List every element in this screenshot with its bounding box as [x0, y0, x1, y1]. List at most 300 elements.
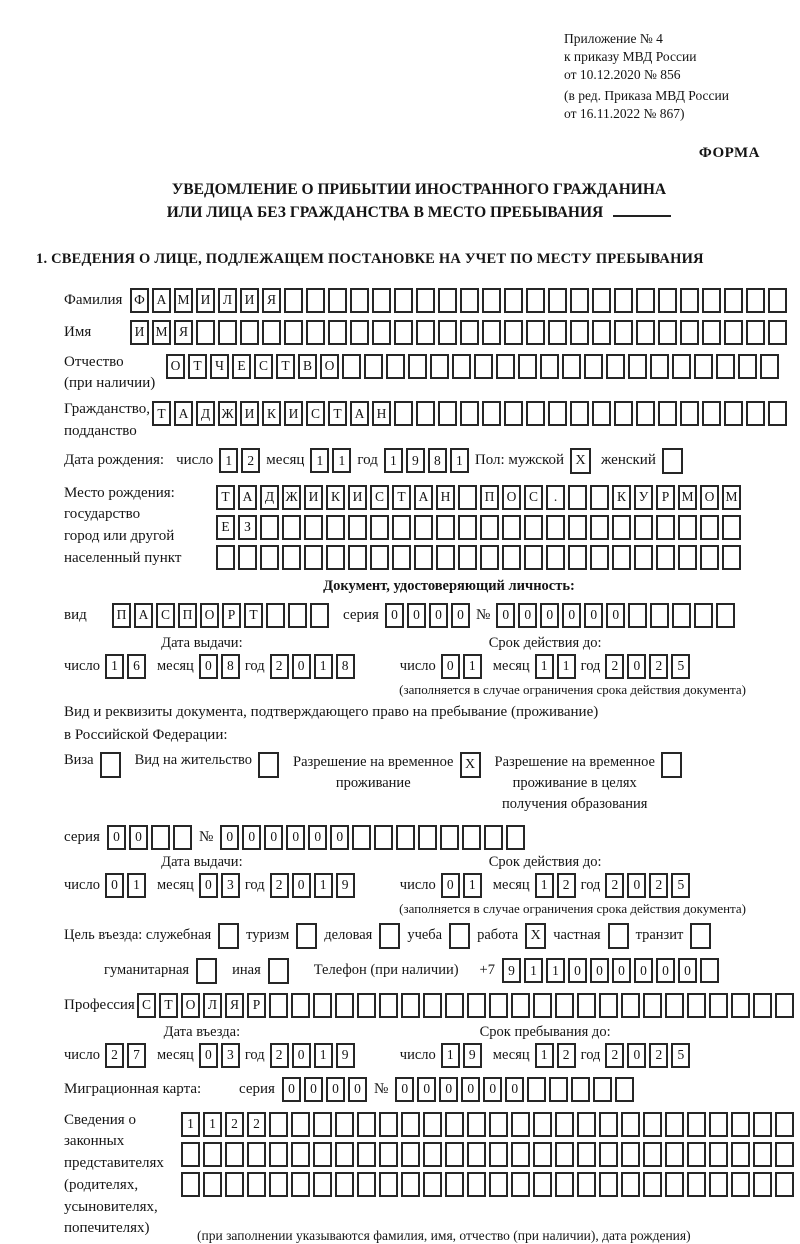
char-cell[interactable]: В — [298, 354, 317, 379]
char-cell[interactable]: 3 — [221, 873, 240, 898]
char-cell[interactable]: 2 — [270, 873, 289, 898]
char-cell[interactable]: 2 — [270, 1043, 289, 1068]
char-cell[interactable]: 2 — [605, 873, 624, 898]
char-cell[interactable] — [335, 1112, 354, 1137]
char-cell[interactable]: С — [524, 485, 543, 510]
char-cell[interactable]: 3 — [221, 1043, 240, 1068]
char-cell[interactable] — [548, 320, 567, 345]
char-cell[interactable]: 0 — [451, 603, 470, 628]
char-cell[interactable]: 0 — [483, 1077, 502, 1102]
char-cell[interactable]: 0 — [199, 654, 218, 679]
char-cell[interactable] — [482, 288, 501, 313]
char-cell[interactable]: 0 — [678, 958, 697, 983]
char-cell[interactable] — [467, 1112, 486, 1137]
char-cell[interactable] — [460, 288, 479, 313]
char-cell[interactable]: П — [480, 485, 499, 510]
char-cell[interactable]: О — [700, 485, 719, 510]
char-cell[interactable]: Т — [152, 401, 171, 426]
char-cell[interactable]: 8 — [221, 654, 240, 679]
char-cell[interactable]: 2 — [649, 654, 668, 679]
char-cell[interactable]: 0 — [105, 873, 124, 898]
char-cell[interactable] — [753, 1112, 772, 1137]
char-cell[interactable] — [568, 485, 587, 510]
char-cell[interactable]: Д — [196, 401, 215, 426]
char-cell[interactable] — [181, 1172, 200, 1197]
char-cell[interactable] — [372, 288, 391, 313]
char-cell[interactable]: С — [306, 401, 325, 426]
char-cell[interactable] — [570, 401, 589, 426]
char-cell[interactable] — [665, 993, 684, 1018]
char-cell[interactable] — [716, 603, 735, 628]
char-cell[interactable]: 9 — [502, 958, 521, 983]
char-cell[interactable] — [482, 401, 501, 426]
sex-male-checkbox[interactable]: X — [570, 448, 591, 474]
purpose-study-checkbox[interactable] — [449, 923, 470, 949]
char-cell[interactable]: 0 — [441, 873, 460, 898]
char-cell[interactable] — [291, 993, 310, 1018]
char-cell[interactable] — [592, 288, 611, 313]
char-cell[interactable]: 2 — [225, 1112, 244, 1137]
char-cell[interactable] — [310, 603, 329, 628]
char-cell[interactable] — [746, 288, 765, 313]
char-cell[interactable] — [467, 993, 486, 1018]
char-cell[interactable] — [502, 515, 521, 540]
char-cell[interactable] — [593, 1077, 612, 1102]
char-cell[interactable] — [445, 1172, 464, 1197]
char-cell[interactable] — [348, 545, 367, 570]
char-cell[interactable]: М — [722, 485, 741, 510]
char-cell[interactable] — [313, 1172, 332, 1197]
char-cell[interactable] — [401, 993, 420, 1018]
char-cell[interactable] — [524, 545, 543, 570]
char-cell[interactable]: Т — [159, 993, 178, 1018]
char-cell[interactable] — [599, 1112, 618, 1137]
char-cell[interactable]: 1 — [384, 448, 403, 473]
char-cell[interactable] — [700, 515, 719, 540]
char-cell[interactable]: Т — [328, 401, 347, 426]
char-cell[interactable]: П — [178, 603, 197, 628]
char-cell[interactable]: 0 — [282, 1077, 301, 1102]
char-cell[interactable] — [238, 545, 257, 570]
char-cell[interactable]: 0 — [242, 825, 261, 850]
char-cell[interactable]: П — [112, 603, 131, 628]
char-cell[interactable]: 0 — [429, 603, 448, 628]
char-cell[interactable] — [467, 1172, 486, 1197]
char-cell[interactable]: 5 — [671, 654, 690, 679]
char-cell[interactable] — [379, 1172, 398, 1197]
char-cell[interactable] — [357, 1172, 376, 1197]
char-cell[interactable] — [216, 545, 235, 570]
char-cell[interactable] — [526, 288, 545, 313]
char-cell[interactable] — [571, 1077, 590, 1102]
char-cell[interactable] — [370, 545, 389, 570]
char-cell[interactable] — [458, 515, 477, 540]
char-cell[interactable] — [247, 1172, 266, 1197]
char-cell[interactable]: Р — [247, 993, 266, 1018]
char-cell[interactable]: О — [200, 603, 219, 628]
char-cell[interactable] — [702, 320, 721, 345]
char-cell[interactable] — [643, 993, 662, 1018]
char-cell[interactable] — [504, 401, 523, 426]
char-cell[interactable] — [474, 354, 493, 379]
char-cell[interactable] — [379, 993, 398, 1018]
char-cell[interactable] — [260, 545, 279, 570]
char-cell[interactable]: Ч — [210, 354, 229, 379]
char-cell[interactable] — [414, 515, 433, 540]
char-cell[interactable] — [724, 320, 743, 345]
char-cell[interactable]: Н — [372, 401, 391, 426]
char-cell[interactable]: Е — [216, 515, 235, 540]
char-cell[interactable] — [266, 603, 285, 628]
char-cell[interactable] — [775, 993, 794, 1018]
char-cell[interactable] — [438, 401, 457, 426]
char-cell[interactable] — [606, 354, 625, 379]
char-cell[interactable] — [392, 545, 411, 570]
char-cell[interactable]: 0 — [308, 825, 327, 850]
char-cell[interactable]: 0 — [407, 603, 426, 628]
char-cell[interactable] — [524, 515, 543, 540]
char-cell[interactable]: 0 — [656, 958, 675, 983]
char-cell[interactable] — [284, 320, 303, 345]
purpose-humanitarian-checkbox[interactable] — [196, 958, 217, 984]
char-cell[interactable] — [496, 354, 515, 379]
char-cell[interactable] — [526, 401, 545, 426]
char-cell[interactable] — [282, 545, 301, 570]
char-cell[interactable]: 9 — [336, 873, 355, 898]
char-cell[interactable] — [614, 288, 633, 313]
char-cell[interactable] — [592, 320, 611, 345]
char-cell[interactable]: Т — [276, 354, 295, 379]
char-cell[interactable] — [436, 545, 455, 570]
char-cell[interactable]: И — [240, 288, 259, 313]
char-cell[interactable]: О — [181, 993, 200, 1018]
char-cell[interactable]: Р — [656, 485, 675, 510]
char-cell[interactable]: С — [370, 485, 389, 510]
char-cell[interactable] — [548, 288, 567, 313]
char-cell[interactable] — [489, 993, 508, 1018]
char-cell[interactable]: 0 — [496, 603, 515, 628]
char-cell[interactable]: 0 — [606, 603, 625, 628]
char-cell[interactable]: 0 — [439, 1077, 458, 1102]
char-cell[interactable]: 1 — [332, 448, 351, 473]
char-cell[interactable]: 0 — [199, 873, 218, 898]
char-cell[interactable] — [452, 354, 471, 379]
char-cell[interactable]: 2 — [649, 873, 668, 898]
char-cell[interactable]: М — [152, 320, 171, 345]
char-cell[interactable]: 0 — [568, 958, 587, 983]
char-cell[interactable] — [643, 1172, 662, 1197]
char-cell[interactable] — [577, 993, 596, 1018]
char-cell[interactable] — [599, 1172, 618, 1197]
char-cell[interactable]: 0 — [540, 603, 559, 628]
char-cell[interactable] — [687, 1172, 706, 1197]
char-cell[interactable] — [568, 545, 587, 570]
char-cell[interactable] — [628, 603, 647, 628]
char-cell[interactable]: А — [152, 288, 171, 313]
char-cell[interactable] — [548, 401, 567, 426]
char-cell[interactable] — [628, 354, 647, 379]
char-cell[interactable] — [700, 545, 719, 570]
char-cell[interactable]: С — [137, 993, 156, 1018]
char-cell[interactable] — [636, 320, 655, 345]
char-cell[interactable] — [511, 1172, 530, 1197]
char-cell[interactable] — [584, 354, 603, 379]
char-cell[interactable]: 1 — [535, 1043, 554, 1068]
char-cell[interactable]: 0 — [590, 958, 609, 983]
char-cell[interactable]: А — [134, 603, 153, 628]
char-cell[interactable] — [694, 354, 713, 379]
purpose-other-checkbox[interactable] — [268, 958, 289, 984]
char-cell[interactable] — [731, 1172, 750, 1197]
char-cell[interactable] — [352, 825, 371, 850]
char-cell[interactable] — [151, 825, 170, 850]
char-cell[interactable] — [562, 354, 581, 379]
char-cell[interactable] — [555, 1172, 574, 1197]
char-cell[interactable]: 6 — [127, 654, 146, 679]
char-cell[interactable] — [546, 545, 565, 570]
char-cell[interactable]: 0 — [129, 825, 148, 850]
char-cell[interactable]: 9 — [463, 1043, 482, 1068]
char-cell[interactable] — [577, 1172, 596, 1197]
purpose-official-checkbox[interactable] — [218, 923, 239, 949]
char-cell[interactable]: Е — [232, 354, 251, 379]
char-cell[interactable] — [269, 993, 288, 1018]
char-cell[interactable] — [775, 1172, 794, 1197]
char-cell[interactable]: 1 — [203, 1112, 222, 1137]
char-cell[interactable]: Т — [392, 485, 411, 510]
char-cell[interactable]: 2 — [605, 654, 624, 679]
char-cell[interactable]: 0 — [292, 1043, 311, 1068]
char-cell[interactable]: К — [612, 485, 631, 510]
char-cell[interactable]: 2 — [605, 1043, 624, 1068]
char-cell[interactable]: 1 — [463, 654, 482, 679]
char-cell[interactable] — [678, 515, 697, 540]
char-cell[interactable] — [418, 825, 437, 850]
char-cell[interactable] — [672, 603, 691, 628]
char-cell[interactable] — [746, 320, 765, 345]
char-cell[interactable] — [269, 1112, 288, 1137]
purpose-private-checkbox[interactable] — [608, 923, 629, 949]
char-cell[interactable] — [436, 515, 455, 540]
char-cell[interactable]: И — [284, 401, 303, 426]
char-cell[interactable] — [768, 320, 787, 345]
char-cell[interactable] — [489, 1172, 508, 1197]
char-cell[interactable]: О — [166, 354, 185, 379]
char-cell[interactable]: 9 — [406, 448, 425, 473]
char-cell[interactable] — [738, 354, 757, 379]
char-cell[interactable]: И — [196, 288, 215, 313]
char-cell[interactable] — [379, 1112, 398, 1137]
char-cell[interactable]: О — [320, 354, 339, 379]
char-cell[interactable]: 0 — [634, 958, 653, 983]
char-cell[interactable]: Я — [174, 320, 193, 345]
char-cell[interactable] — [392, 515, 411, 540]
char-cell[interactable] — [304, 545, 323, 570]
char-cell[interactable] — [650, 354, 669, 379]
char-cell[interactable]: 0 — [627, 1043, 646, 1068]
char-cell[interactable] — [656, 515, 675, 540]
temp-residence-checkbox[interactable]: X — [460, 752, 481, 778]
char-cell[interactable]: 0 — [220, 825, 239, 850]
char-cell[interactable] — [709, 993, 728, 1018]
char-cell[interactable] — [760, 354, 779, 379]
char-cell[interactable] — [364, 354, 383, 379]
char-cell[interactable] — [282, 515, 301, 540]
char-cell[interactable] — [335, 1172, 354, 1197]
char-cell[interactable] — [555, 1112, 574, 1137]
char-cell[interactable]: 0 — [199, 1043, 218, 1068]
char-cell[interactable] — [458, 485, 477, 510]
char-cell[interactable]: 2 — [270, 654, 289, 679]
char-cell[interactable]: Т — [244, 603, 263, 628]
char-cell[interactable] — [306, 320, 325, 345]
char-cell[interactable] — [284, 288, 303, 313]
char-cell[interactable] — [702, 288, 721, 313]
char-cell[interactable] — [260, 515, 279, 540]
char-cell[interactable] — [269, 1172, 288, 1197]
char-cell[interactable]: А — [174, 401, 193, 426]
char-cell[interactable] — [326, 515, 345, 540]
char-cell[interactable]: 0 — [292, 873, 311, 898]
char-cell[interactable] — [370, 515, 389, 540]
char-cell[interactable] — [612, 545, 631, 570]
char-cell[interactable] — [401, 1112, 420, 1137]
char-cell[interactable]: А — [238, 485, 257, 510]
char-cell[interactable]: 1 — [105, 654, 124, 679]
char-cell[interactable] — [225, 1172, 244, 1197]
char-cell[interactable] — [615, 1077, 634, 1102]
char-cell[interactable]: М — [678, 485, 697, 510]
sex-female-checkbox[interactable] — [662, 448, 683, 474]
char-cell[interactable] — [484, 825, 503, 850]
char-cell[interactable] — [722, 545, 741, 570]
char-cell[interactable] — [687, 1112, 706, 1137]
char-cell[interactable]: 0 — [326, 1077, 345, 1102]
char-cell[interactable] — [430, 354, 449, 379]
char-cell[interactable] — [335, 993, 354, 1018]
char-cell[interactable]: 5 — [671, 873, 690, 898]
char-cell[interactable]: И — [130, 320, 149, 345]
char-cell[interactable] — [416, 288, 435, 313]
char-cell[interactable] — [240, 320, 259, 345]
char-cell[interactable] — [680, 320, 699, 345]
char-cell[interactable]: 1 — [314, 1043, 333, 1068]
char-cell[interactable]: 0 — [417, 1077, 436, 1102]
char-cell[interactable]: Ж — [282, 485, 301, 510]
char-cell[interactable]: О — [502, 485, 521, 510]
char-cell[interactable] — [526, 320, 545, 345]
char-cell[interactable] — [460, 401, 479, 426]
char-cell[interactable]: К — [326, 485, 345, 510]
char-cell[interactable] — [643, 1112, 662, 1137]
char-cell[interactable] — [462, 825, 481, 850]
char-cell[interactable]: 8 — [336, 654, 355, 679]
char-cell[interactable]: З — [238, 515, 257, 540]
char-cell[interactable]: Я — [262, 288, 281, 313]
char-cell[interactable] — [394, 320, 413, 345]
char-cell[interactable] — [203, 1172, 222, 1197]
char-cell[interactable]: 0 — [627, 654, 646, 679]
char-cell[interactable]: 0 — [584, 603, 603, 628]
char-cell[interactable] — [458, 545, 477, 570]
char-cell[interactable]: Я — [225, 993, 244, 1018]
char-cell[interactable] — [394, 401, 413, 426]
char-cell[interactable] — [511, 993, 530, 1018]
char-cell[interactable] — [700, 958, 719, 983]
char-cell[interactable]: 0 — [627, 873, 646, 898]
char-cell[interactable] — [504, 288, 523, 313]
char-cell[interactable] — [694, 603, 713, 628]
char-cell[interactable]: 1 — [219, 448, 238, 473]
temp-residence-edu-checkbox[interactable] — [661, 752, 682, 778]
char-cell[interactable]: 2 — [105, 1043, 124, 1068]
char-cell[interactable]: 0 — [348, 1077, 367, 1102]
char-cell[interactable] — [357, 993, 376, 1018]
char-cell[interactable]: 1 — [535, 873, 554, 898]
char-cell[interactable]: 2 — [247, 1112, 266, 1137]
char-cell[interactable]: У — [634, 485, 653, 510]
char-cell[interactable] — [533, 1112, 552, 1137]
char-cell[interactable]: 1 — [314, 873, 333, 898]
char-cell[interactable] — [665, 1112, 684, 1137]
char-cell[interactable] — [408, 354, 427, 379]
char-cell[interactable] — [570, 320, 589, 345]
char-cell[interactable] — [386, 354, 405, 379]
char-cell[interactable]: 0 — [286, 825, 305, 850]
char-cell[interactable] — [731, 1112, 750, 1137]
char-cell[interactable] — [753, 993, 772, 1018]
char-cell[interactable]: Ж — [218, 401, 237, 426]
char-cell[interactable] — [401, 1172, 420, 1197]
char-cell[interactable] — [577, 1112, 596, 1137]
char-cell[interactable]: А — [414, 485, 433, 510]
char-cell[interactable]: 1 — [181, 1112, 200, 1137]
char-cell[interactable] — [445, 1112, 464, 1137]
char-cell[interactable] — [416, 401, 435, 426]
char-cell[interactable] — [658, 288, 677, 313]
char-cell[interactable] — [724, 288, 743, 313]
char-cell[interactable] — [636, 288, 655, 313]
char-cell[interactable]: Л — [218, 288, 237, 313]
char-cell[interactable]: 0 — [612, 958, 631, 983]
purpose-tourism-checkbox[interactable] — [296, 923, 317, 949]
char-cell[interactable] — [533, 993, 552, 1018]
char-cell[interactable] — [445, 993, 464, 1018]
char-cell[interactable]: 1 — [535, 654, 554, 679]
purpose-work-checkbox[interactable]: X — [525, 923, 546, 949]
char-cell[interactable] — [313, 1112, 332, 1137]
char-cell[interactable] — [746, 401, 765, 426]
char-cell[interactable] — [414, 545, 433, 570]
char-cell[interactable] — [568, 515, 587, 540]
char-cell[interactable]: И — [348, 485, 367, 510]
char-cell[interactable] — [678, 545, 697, 570]
char-cell[interactable]: 1 — [127, 873, 146, 898]
char-cell[interactable] — [592, 401, 611, 426]
char-cell[interactable] — [326, 545, 345, 570]
char-cell[interactable] — [590, 515, 609, 540]
char-cell[interactable] — [621, 1172, 640, 1197]
char-cell[interactable]: Н — [436, 485, 455, 510]
char-cell[interactable] — [328, 320, 347, 345]
char-cell[interactable] — [590, 545, 609, 570]
char-cell[interactable] — [423, 1112, 442, 1137]
char-cell[interactable] — [533, 1172, 552, 1197]
char-cell[interactable] — [423, 993, 442, 1018]
char-cell[interactable]: Д — [260, 485, 279, 510]
char-cell[interactable] — [768, 288, 787, 313]
char-cell[interactable] — [313, 993, 332, 1018]
